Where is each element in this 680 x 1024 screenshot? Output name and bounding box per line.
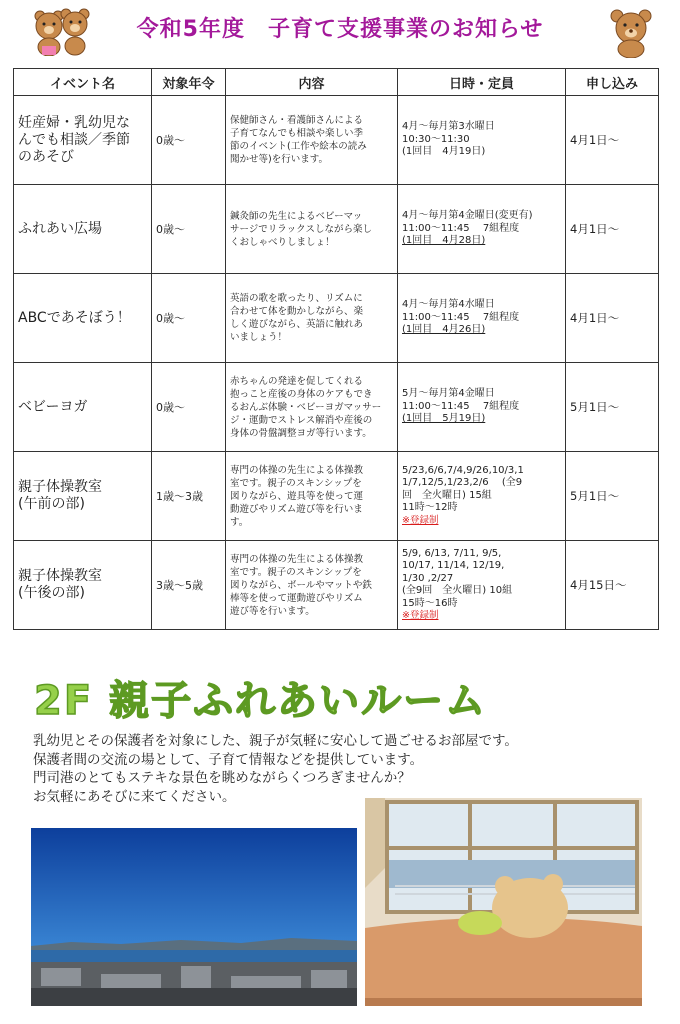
event-age: 0歳～ [152,274,226,363]
event-name-line: ベビーヨガ [18,398,88,415]
content-line: 赤ちゃんの発達を促してくれる [230,375,364,387]
event-name [14,452,152,541]
room-description-line: 乳幼児とその保護者を対象にした、親子が気軽に安心して過ごせるお部屋です。 [33,733,518,749]
event-name-line: 妊産婦・乳幼児な [18,114,130,131]
table-row [14,185,659,274]
schedule-line: 5/9, 6/13, 7/11, 9/5, [402,547,502,559]
content-line: 動遊びやリズム遊び等を行いま [230,503,363,515]
content-line: 聞かせ等)を行います。 [230,154,328,165]
column-header-schedule: 日時・定員 [398,69,566,96]
event-name-line: んでも相談／季節 [18,131,130,148]
schedule-line: 4月～毎月第4金曜日(変更有) [402,210,533,222]
event-schedule [398,185,566,274]
schedule-line: 11時～12時 [402,502,458,514]
event-name-line: のあそび [18,148,74,165]
schedule-line: 5/23,6/6,7/4,9/26,10/3,1 [402,464,524,476]
schedule-line: 回 全火曜日) 15組 [402,489,492,501]
event-content [226,96,398,185]
column-header-apply: 申し込み [566,69,659,96]
content-line: 抱っこと産後の身体のケアもでき [230,388,373,400]
schedule-line: (1回目 5月19日) [402,413,486,425]
event-schedule [398,96,566,185]
column-header-age: 対象年令 [152,69,226,96]
content-line: くおしゃべりしましょ！ [230,236,335,248]
table-row [14,452,659,541]
schedule-line: (全9回 全火曜日) 10組 [402,585,513,596]
content-line: ジ・運動でストレス解消や産後の [230,414,373,426]
event-name-line: 親子体操教室 [18,479,102,495]
event-name-line: (午前の部) [18,496,85,512]
page-title: 令和5年度 子育て支援事業のお知らせ [136,17,544,42]
event-apply-date: 5月1日～ [566,363,659,452]
events-table [13,68,659,630]
content-line: 図りながら、ボールやマットや鉄 [230,579,372,591]
event-age: 1歳～3歳 [152,452,226,541]
content-line: 図りながら、遊具等を使って運 [230,490,364,502]
registration-note: ※登録制 [402,514,439,526]
harbor-view-photo [31,828,357,1006]
content-line: サージでリラックスしながら楽し [230,223,373,235]
room-section-title [30,668,630,728]
event-age: 3歳～5歳 [152,541,226,630]
content-line: 保健師さん・看護師さんによる [230,115,364,126]
event-name-line: 親子体操教室 [18,568,102,584]
content-line: るおんぶ体験・ベビーヨガマッサー [230,401,382,413]
schedule-line: 10:30～11:30 [402,133,470,145]
registration-note: ※登録制 [402,610,439,621]
bear-couple-illustration [22,8,94,56]
content-line: いましょう！ [230,332,288,343]
table-row [14,96,659,185]
schedule-line: 4月～毎月第4水曜日 [402,299,495,311]
schedule-line: 10/17, 11/14, 12/19, [402,560,505,571]
schedule-line: 1/7,12/5,1/23,2/6 (全9 [402,477,523,489]
table-header-row [14,69,659,96]
event-content [226,452,398,541]
event-apply-date: 4月1日～ [566,185,659,274]
event-name [14,541,152,630]
event-name [14,274,152,363]
schedule-line: (1回目 4月26日) [402,324,486,336]
room-description-line: 門司港のとてもステキな景色を眺めながらくつろぎませんか？ [33,770,411,786]
content-line: 専門の体操の先生による体操教 [230,464,364,476]
schedule-line: 15時～16時 [402,597,458,609]
header [0,0,680,62]
content-line: 子育てなんでも相談や楽しい季 [230,128,364,139]
schedule-line: 11:00～11:45 7組程度 [402,311,520,323]
table-row [14,363,659,452]
content-line: 遊び等を行います。 [230,605,315,617]
schedule-line: (1回目 4月19日) [402,146,486,158]
room-title-text: 2F 親子ふれあいルーム [34,678,488,724]
event-age: 0歳～ [152,185,226,274]
room-description-line: お気軽にあそびに来てください。 [33,788,236,805]
column-header-event: イベント名 [14,69,152,96]
schedule-line: 5月～毎月第4金曜日 [402,388,495,400]
event-schedule [398,363,566,452]
event-name [14,363,152,452]
schedule-line: 1/30 ,2/27 [402,572,454,584]
event-name [14,185,152,274]
table-row [14,274,659,363]
content-line: 鍼灸師の先生によるベビーマッ [230,210,363,222]
event-name [14,96,152,185]
schedule-line: 11:00～11:45 7組程度 [402,400,520,412]
event-name-line: ABCであそぼう！ [18,309,131,326]
event-content [226,185,398,274]
schedule-line: (1回目 4月28日) [402,235,486,247]
event-content [226,274,398,363]
event-age: 0歳～ [152,363,226,452]
content-line: 身体の骨盤調整ヨガ等行います。 [230,427,372,439]
column-header-content: 内容 [226,69,398,96]
room-description-line: 保護者間の交流の場として、子育て情報などを提供しています。 [33,751,424,768]
table-row [14,541,659,630]
event-schedule [398,274,566,363]
content-line: 節のイベント(工作や絵本の読み [230,141,367,152]
content-line: 英語の歌を歌ったり、リズムに [230,293,363,304]
event-apply-date: 4月1日～ [566,274,659,363]
event-apply-date: 5月1日～ [566,452,659,541]
event-apply-date: 4月15日～ [566,541,659,630]
event-content [226,541,398,630]
content-line: 室です。親子のスキンシップを [230,566,362,578]
room-description [33,732,653,806]
content-line: 棒等を使って運動遊びやリズム [230,592,363,604]
event-age: 0歳～ [152,96,226,185]
content-line: 合わせて体を動かしながら、楽 [230,306,364,317]
event-content [226,363,398,452]
event-name-line: ふれあい広場 [18,220,102,237]
content-line: 室です。親子のスキンシップを [230,477,362,489]
event-schedule [398,541,566,630]
content-line: 専門の体操の先生による体操教 [230,553,364,565]
event-apply-date: 4月1日～ [566,96,659,185]
room-interior-photo [365,798,642,1006]
bear-illustration [605,8,657,58]
schedule-line: 4月～毎月第3水曜日 [402,121,495,133]
event-name-line: (午後の部) [18,585,85,601]
schedule-line: 11:00～11:45 7組程度 [402,222,520,234]
content-line: す。 [230,516,249,528]
content-line: しく遊びながら、英語に触れあ [230,319,364,330]
event-schedule [398,452,566,541]
